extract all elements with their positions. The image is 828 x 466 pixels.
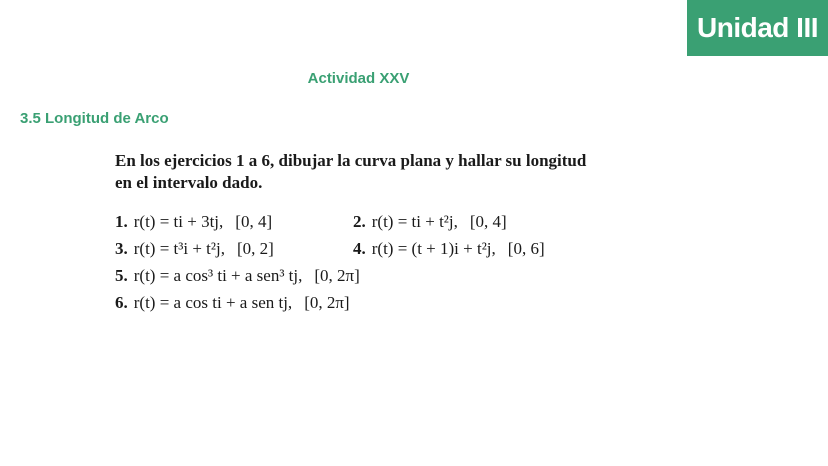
exercise-number: 5. — [115, 265, 128, 285]
problem-block — [115, 150, 595, 316]
exercise-row — [115, 289, 595, 316]
activity-title: Actividad XXV — [307, 70, 410, 87]
exercise-expression: r(t) = ti + t²j, — [371, 211, 458, 231]
exercise-1 — [115, 212, 353, 232]
exercise-number: 2. — [353, 211, 366, 231]
exercise-row — [115, 208, 595, 235]
exercise-number: 4. — [353, 238, 366, 258]
exercise-interval: [0, 6] — [507, 238, 545, 258]
exercise-expression: r(t) = t³i + t²j, — [133, 238, 225, 258]
exercise-number: 1. — [115, 211, 128, 231]
exercise-number: 3. — [115, 238, 128, 258]
exercise-interval: [0, 4] — [469, 211, 507, 231]
exercise-expression: r(t) = (t + 1)i + t²j, — [371, 238, 496, 258]
exercise-5 — [115, 266, 360, 286]
exercise-row — [115, 235, 595, 262]
unit-badge: Unidad III — [687, 0, 828, 56]
exercise-expression: r(t) = ti + 3tj, — [133, 211, 224, 231]
exercise-expression: r(t) = a cos ti + a sen tj, — [133, 292, 293, 312]
exercise-number: 6. — [115, 292, 128, 312]
exercise-interval: [0, 2π] — [314, 265, 360, 285]
section-title: 3.5 Longitud de Arco — [20, 110, 169, 127]
exercise-interval: [0, 2] — [236, 238, 274, 258]
exercise-row — [115, 262, 595, 289]
exercise-interval: [0, 4] — [235, 211, 273, 231]
exercise-4 — [353, 239, 545, 259]
exercise-6 — [115, 293, 350, 313]
exercise-expression: r(t) = a cos³ ti + a sen³ tj, — [133, 265, 303, 285]
exercise-2 — [353, 212, 507, 232]
instructions: En los ejercicios 1 a 6, dibujar la curva plana y hallar su longitud en el intervalo dado. — [115, 151, 587, 192]
exercise-3 — [115, 239, 353, 259]
exercise-interval: [0, 2π] — [304, 292, 350, 312]
